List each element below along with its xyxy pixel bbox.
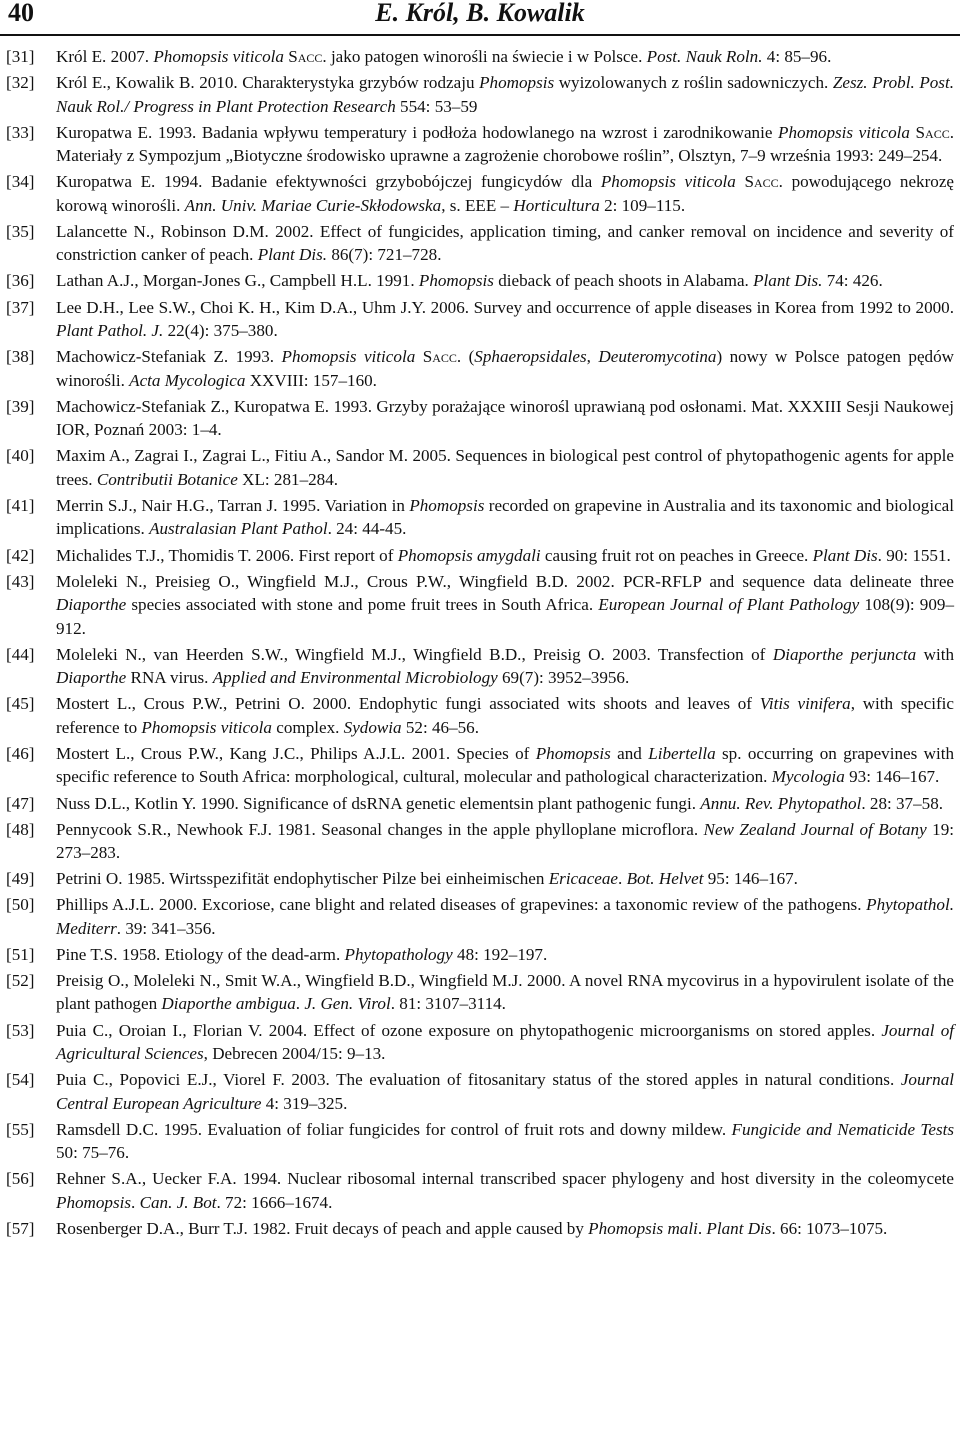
reference-text-run: . 39: 341–356.	[116, 918, 216, 938]
reference-number: [31]	[6, 47, 35, 66]
reference-item	[0, 296, 960, 343]
reference-italic-text: Phomopsis viticola	[153, 47, 284, 66]
reference-text-run: Pine T.S. 1958. Etiology of the dead-arm.	[56, 944, 345, 964]
header-rule	[0, 34, 960, 36]
reference-text-run: 4: 85–96.	[762, 47, 832, 66]
reference-text-run: 69(7): 3952–3956.	[497, 668, 630, 688]
reference-number: [44]	[6, 644, 35, 664]
reference-item	[0, 943, 960, 967]
reference-italic-text: Plant Dis.	[257, 245, 328, 265]
reference-italic-text: Annu. Rev. Phytopathol	[700, 793, 862, 813]
reference-text	[56, 792, 954, 816]
reference-text-run: complex.	[271, 717, 344, 737]
reference-italic-text: Phomopsis amygdali	[397, 545, 541, 565]
reference-number: [36]	[6, 271, 35, 291]
reference-italic-text: Phomopsis	[56, 1192, 132, 1212]
reference-item	[0, 345, 960, 392]
reference-number: [54]	[6, 1070, 35, 1090]
reference-italic-text: Plant Dis.	[753, 271, 823, 291]
reference-text-run: . 81: 3107–3114.	[390, 994, 506, 1014]
reference-text-run: Mostert L., Crous P.W., Petrini O. 2000. Endophytic fungi associated wits shoots and leaves of	[56, 694, 760, 714]
reference-text-run: Moleleki N., van Heerden S.W., Wingfield M.J., Wingfield B.D., Preisig O. 2003. Transfection of	[56, 644, 773, 664]
running-title: E. Król, B. Kowalik	[375, 0, 585, 27]
reference-italic-text: European Journal of Plant Pathology	[598, 595, 860, 615]
reference-text	[56, 170, 954, 217]
reference-item	[0, 818, 960, 865]
reference-text-run: Merrin S.J., Nair H.G., Tarran J. 1995. Variation in	[56, 495, 410, 515]
reference-number: [35]	[6, 221, 35, 241]
reference-text	[56, 45, 954, 69]
reference-text-run: ,	[586, 347, 599, 367]
reference-item	[0, 395, 960, 442]
reference-list	[0, 45, 960, 1243]
reference-text	[56, 969, 954, 1016]
reference-item	[0, 1217, 960, 1241]
reference-italic-text: Horticultura	[513, 195, 600, 215]
reference-item	[0, 867, 960, 891]
reference-text	[56, 643, 954, 690]
reference-italic-text: Ericaceae	[548, 869, 619, 889]
reference-italic-text: Post. Nauk Roln.	[646, 47, 763, 66]
reference-text-run: wyizolowanych z roślin sadowniczych.	[554, 73, 833, 93]
reference-text-run: causing fruit rot on peaches in Greece.	[540, 545, 813, 565]
reference-text-run: Moleleki N., Preisieg O., Wingfield M.J., Crous P.W., Wingfield B.D. 2002. PCR-RFLP and sequence data delineate three	[56, 571, 954, 591]
reference-text-run: Król E. 2007.	[56, 47, 154, 66]
reference-smallcaps-text: Sacc	[909, 122, 950, 142]
reference-text-run: Lee D.H., Lee S.W., Choi K. H., Kim D.A., Uhm J.Y. 2006. Survey and occurrence of apple diseases in Korea from 1992 to 2000.	[56, 297, 954, 317]
reference-text-run: Rosenberger D.A., Burr T.J. 1982. Fruit decays of peach and apple caused by	[56, 1218, 589, 1238]
reference-number: [56]	[6, 1169, 35, 1189]
reference-italic-text: Vitis vinifera	[759, 694, 851, 714]
reference-item	[0, 1118, 960, 1165]
reference-text-run: RNA virus.	[126, 668, 213, 688]
reference-item	[0, 643, 960, 690]
reference-number: [39]	[6, 396, 35, 416]
reference-italic-text: Phomopsis viticola	[600, 172, 736, 192]
reference-text-run: .	[697, 1218, 707, 1238]
reference-italic-text: Diaporthe	[56, 595, 127, 615]
reference-text	[56, 1118, 954, 1165]
reference-text	[56, 742, 954, 789]
reference-italic-text: Phytopathology	[344, 944, 453, 964]
reference-number: [51]	[6, 944, 35, 964]
reference-item	[0, 792, 960, 816]
reference-italic-text: Diaporthe perjuncta	[772, 644, 917, 664]
reference-number: [49]	[6, 869, 35, 889]
reference-item	[0, 742, 960, 789]
reference-text-run: . (	[456, 347, 475, 367]
reference-italic-text: Australasian Plant Pathol	[149, 519, 328, 539]
reference-italic-text: Journal Central European Agriculture	[56, 1070, 954, 1113]
reference-italic-text: Deuteromycotina	[598, 347, 717, 367]
reference-text-run: . jako patogen winorośli na świecie i w Polsce.	[322, 47, 647, 66]
reference-text	[56, 570, 954, 641]
reference-text	[56, 1167, 954, 1214]
reference-text	[56, 818, 954, 865]
reference-text-run: Mostert L., Crous P.W., Kang J.C., Philips A.J.L. 2001. Species of	[56, 743, 536, 763]
reference-text-run: Kuropatwa E. 1994. Badanie efektywności grzybobójczej fungicydów dla	[56, 172, 601, 192]
reference-text-run: 19: 273–283.	[56, 819, 954, 863]
reference-text-run: 74: 426.	[822, 271, 883, 291]
reference-smallcaps-text: Sacc	[283, 47, 323, 66]
reference-text-run: Nuss D.L., Kotlin Y. 1990. Significance of dsRNA genetic elementsin plant pathogenic fungi.	[56, 793, 701, 813]
reference-text-run: Pennycook S.R., Newhook F.J. 1981. Seasonal changes in the apple phylloplane microflora.	[56, 819, 704, 839]
reference-text-run: XXVIII: 157–160.	[245, 370, 377, 390]
reference-text-run: and	[610, 743, 649, 763]
reference-text-run: .	[295, 994, 305, 1014]
reference-italic-text: Applied and Environmental Microbiology	[212, 668, 498, 688]
reference-item	[0, 1068, 960, 1115]
reference-item	[0, 170, 960, 217]
reference-text	[56, 71, 954, 118]
reference-item	[0, 1167, 960, 1214]
reference-text-run: 86(7): 721–728.	[327, 245, 442, 265]
reference-italic-text: Diaporthe ambigua	[161, 994, 296, 1014]
reference-text-run: ) nowy w Polsce patogen pędów winorośli.	[56, 347, 954, 390]
reference-text	[56, 1068, 954, 1115]
reference-italic-text: Zesz. Probl. Post. Nauk Rol./ Progress in Plant Protection Research	[56, 73, 954, 116]
reference-number: [46]	[6, 743, 35, 763]
reference-text-run: Michalides T.J., Thomidis T. 2006. First report of	[56, 545, 398, 565]
reference-text-run: recorded on grapevine in Australia and its taxonomic and biological implications.	[56, 495, 954, 539]
reference-text	[56, 867, 954, 891]
reference-text	[56, 692, 954, 739]
reference-text-run: Petrini O. 1985. Wirtsspezifität endophytischer Pilze bei einheimischen	[56, 869, 549, 889]
reference-number: [33]	[6, 122, 35, 142]
reference-italic-text: Fungicide and Nematicide Tests	[731, 1119, 954, 1139]
reference-number: [41]	[6, 495, 35, 515]
reference-text-run: 52: 46–56.	[401, 717, 480, 737]
reference-text-run: Preisig O., Moleleki N., Smit W.A., Wingfield B.D., Wingfield M.J. 2000. A novel RNA mycovirus in a hypovirulent isolate of the plant pathogen	[56, 970, 954, 1014]
page-number: 40	[8, 0, 34, 27]
reference-number: [34]	[6, 172, 35, 192]
reference-item	[0, 692, 960, 739]
reference-text	[56, 544, 954, 568]
reference-text-run: species associated with stone and pome fruit trees in South Africa.	[126, 595, 599, 615]
reference-italic-text: Can. J. Bot	[139, 1192, 217, 1212]
reference-text-run: . Materiały z Sympozjum „Biotyczne środowisko uprawne a zagrożenie chorobowe roślin”, Olsztyn, 7–9 września 1993: 249–254.	[56, 122, 954, 166]
reference-text-run: Machowicz-Stefaniak Z., Kuropatwa E. 1993. Grzyby porażające winorośl uprawianą pod osłonami. Mat. XXXIII Sesji Naukowej IOR, Poznań 2003: 1–4.	[56, 396, 954, 440]
reference-number: [57]	[6, 1218, 35, 1238]
reference-number: [45]	[6, 694, 35, 714]
reference-text-run: Machowicz-Stefaniak Z. 1993.	[56, 347, 282, 367]
reference-text-run: , with specific reference to	[56, 694, 954, 737]
reference-text-run: sp. occurring on grapevines with specific reference to South Africa: morphological, cultural, molecular and pathological characterization.	[56, 743, 954, 787]
reference-text-run: 4: 319–325.	[261, 1093, 348, 1113]
reference-item	[0, 570, 960, 641]
reference-text-run: XL: 281–284.	[237, 469, 339, 489]
reference-text	[56, 121, 954, 168]
reference-text-run: Kuropatwa E. 1993. Badania wpływu temperatury i podłoża hodowlanego na wzrost i zarodnikowanie	[56, 122, 779, 142]
reference-italic-text: Phomopsis	[479, 73, 555, 93]
page-header	[0, 0, 960, 34]
reference-text-run: Lathan A.J., Morgan-Jones G., Campbell H.L. 1991.	[56, 271, 419, 291]
reference-text	[56, 345, 954, 392]
reference-italic-text: Ann. Univ. Mariae Curie-Skłodowska	[184, 195, 442, 215]
reference-text-run: with	[916, 644, 954, 664]
reference-text-run: Puia C., Popovici E.J., Viorel F. 2003. The evaluation of fitosanitary status of the stored apples in natural conditions.	[56, 1070, 901, 1090]
reference-text-run: .	[618, 869, 627, 889]
reference-text-run: 554: 53–59	[395, 96, 478, 116]
reference-item	[0, 969, 960, 1016]
reference-italic-text: Diaporthe	[56, 668, 127, 688]
reference-item	[0, 494, 960, 541]
reference-italic-text: New Zealand Journal of Botany	[703, 819, 927, 839]
reference-italic-text: Phytopathol. Mediterr	[56, 895, 954, 938]
reference-number: [40]	[6, 446, 35, 466]
reference-italic-text: Bot. Helvet	[626, 869, 704, 889]
reference-italic-text: Plant Dis	[706, 1218, 772, 1238]
reference-text-run: 95: 146–167.	[703, 869, 798, 889]
reference-text	[56, 296, 954, 343]
reference-italic-text: Phomopsis mali	[588, 1218, 698, 1238]
reference-text-run: 93: 146–167.	[844, 767, 940, 787]
reference-smallcaps-text: Sacc	[415, 347, 457, 367]
reference-italic-text: Phomopsis viticola	[778, 122, 910, 142]
reference-number: [52]	[6, 970, 35, 990]
reference-italic-text: Phomopsis	[418, 271, 494, 291]
reference-text-run: . 24: 44-45.	[327, 519, 407, 539]
reference-text	[56, 269, 954, 293]
reference-item	[0, 220, 960, 267]
reference-text	[56, 395, 954, 442]
reference-text-run: Rehner S.A., Uecker F.A. 1994. Nuclear ribosomal internal transcribed spacer phylogeny and host diversity in the coleomycete	[56, 1169, 954, 1189]
reference-text-run: . powodującego nekrozę korową winorośli.	[56, 172, 954, 215]
reference-item	[0, 121, 960, 168]
reference-text	[56, 1217, 954, 1241]
reference-italic-text: Phomopsis	[535, 743, 611, 763]
reference-text-run: Phillips A.J.L. 2000. Excoriose, cane blight and related diseases of grapevines: a taxonomic review of the pathogens.	[56, 895, 867, 915]
reference-italic-text: Sphaeropsidales	[474, 347, 587, 367]
reference-text-run: . 28: 37–58.	[861, 793, 944, 813]
reference-number: [50]	[6, 895, 35, 915]
reference-text	[56, 444, 954, 491]
reference-text-run: 22(4): 375–380.	[163, 321, 278, 341]
reference-item	[0, 269, 960, 293]
reference-text-run: 48: 192–197.	[452, 944, 548, 964]
reference-italic-text: Plant Pathol. J.	[56, 321, 164, 341]
reference-text-run: . 66: 1073–1075.	[771, 1218, 888, 1238]
reference-text-run: 50: 75–76.	[56, 1143, 130, 1163]
reference-item	[0, 544, 960, 568]
reference-italic-text: Acta Mycologica	[129, 370, 246, 390]
reference-number: [42]	[6, 545, 35, 565]
reference-text-run: Król E., Kowalik B. 2010. Charakterystyka grzybów rodzaju	[56, 73, 480, 93]
reference-item	[0, 444, 960, 491]
reference-item	[0, 893, 960, 940]
reference-text-run: Maxim A., Zagrai I., Zagrai L., Fitiu A., Sandor M. 2005. Sequences in biological pest control of phytopathogenic agents for apple trees.	[56, 446, 954, 489]
reference-italic-text: Phomopsis viticola	[141, 717, 272, 737]
reference-italic-text: Sydowia	[343, 717, 402, 737]
reference-italic-text: Plant Dis	[812, 545, 878, 565]
reference-smallcaps-text: Sacc	[735, 172, 779, 192]
reference-italic-text: Phomopsis	[409, 495, 485, 515]
reference-text-run: Puia C., Oroian I., Florian V. 2004. Effect of ozone exposure on phytopathogenic microorganisms on stored apples.	[56, 1020, 882, 1040]
reference-italic-text: Contributii Botanice	[96, 469, 238, 489]
reference-text-run: 108(9): 909–912.	[56, 595, 954, 638]
reference-italic-text: J. Gen. Virol	[304, 994, 391, 1014]
reference-italic-text: Mycologia	[771, 767, 845, 787]
reference-text-run: Lalancette N., Robinson D.M. 2002. Effect of fungicides, application timing, and canker removal on incidence and severity of constriction canker of peach.	[56, 221, 954, 265]
reference-number: [37]	[6, 297, 35, 317]
reference-text	[56, 943, 954, 967]
reference-item	[0, 71, 960, 118]
reference-text-run: . 90: 1551.	[877, 545, 951, 565]
reference-number: [47]	[6, 793, 35, 813]
reference-text	[56, 220, 954, 267]
reference-italic-text: Libertella	[648, 743, 716, 763]
reference-number: [55]	[6, 1119, 35, 1139]
reference-number: [38]	[6, 347, 35, 367]
reference-text-run: Ramsdell D.C. 1995. Evaluation of foliar fungicides for control of fruit rots and downy mildew.	[56, 1119, 732, 1139]
reference-text-run: .	[131, 1192, 140, 1212]
reference-item	[0, 1019, 960, 1066]
reference-text-run: , s. EEE –	[441, 195, 514, 215]
reference-italic-text: Phomopsis viticola	[281, 347, 416, 367]
reference-text-run: . 72: 1666–1674.	[216, 1192, 333, 1212]
reference-text	[56, 893, 954, 940]
reference-italic-text: Journal of Agricultural Sciences	[56, 1020, 954, 1064]
reference-number: [32]	[6, 73, 35, 93]
reference-text-run: dieback of peach shoots in Alabama.	[493, 271, 754, 291]
reference-text-run: 2: 109–115.	[599, 195, 686, 215]
reference-text	[56, 494, 954, 541]
reference-number: [53]	[6, 1020, 35, 1040]
reference-text-run: , Debrecen 2004/15: 9–13.	[203, 1044, 386, 1064]
reference-text	[56, 1019, 954, 1066]
reference-number: [48]	[6, 819, 35, 839]
reference-number: [43]	[6, 571, 35, 591]
reference-item	[0, 45, 960, 69]
